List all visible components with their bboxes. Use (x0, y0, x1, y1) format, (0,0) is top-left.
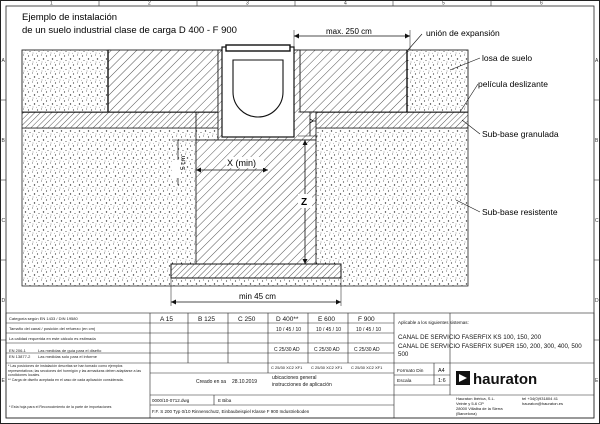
class-d400: D 400** (276, 316, 299, 323)
z-label: Z (301, 197, 308, 208)
concrete-label-en206: EN 206-1 (9, 348, 26, 353)
address-1: Hauraton Ibérica, S.L. (456, 396, 495, 401)
concrete-label-en13877: EN 13877-2 (9, 354, 31, 359)
format-label: Formato Din (397, 369, 424, 374)
exposure-f900: C 25/30 XC2 XF1 (351, 365, 383, 370)
frame-number: 3 (246, 0, 249, 7)
floor-slab-left (108, 50, 218, 112)
concrete-desc-2: Las medidas solo para el informe (38, 354, 97, 359)
callout-granular-subbase: Sub-base granulada (482, 129, 559, 139)
class-c250: C 250 (238, 316, 256, 323)
left-dimension-label: 5 cm (180, 155, 187, 170)
frame-letter: E (1, 378, 5, 384)
channel-profile (233, 60, 283, 117)
foundation-strip (171, 264, 341, 278)
concrete-f900: C 25/30 AD (354, 347, 380, 353)
footer-note: * Esta hoja para el Reconocimiento de la parte de importaciones (9, 405, 112, 409)
phone: tel +34(0)931804 41 (522, 396, 558, 401)
concrete-desc-1: Las medidas de guía para el diseño (38, 348, 102, 353)
y-label: Y (308, 117, 318, 124)
class-b125: B 125 (198, 316, 215, 323)
row-label-category: Categoría según EN 1433 / DIN 19580 (9, 316, 78, 321)
callout-expansion-joint: unión de expansión (426, 28, 500, 38)
exposure-e600: C 25/30 XC2 XF1 (311, 365, 343, 370)
frame-letter: E (595, 378, 599, 384)
frame-letter: C (1, 218, 6, 224)
row-label-quality: La calidad requerida en este cálculo es estimada (9, 336, 96, 341)
class-f900: F 900 (358, 316, 375, 323)
frame-number: 2 (148, 0, 151, 7)
floor-slab-right (300, 50, 407, 112)
frame-number: 5 (442, 0, 445, 7)
concrete-e600: C 25/30 AD (314, 347, 340, 353)
frame-letter: D (595, 298, 599, 304)
top-dimension-label: max. 250 cm (326, 27, 372, 36)
system-1: CANAL DE SERVICIO FASERFIX KS 100, 150, 200 (398, 334, 542, 341)
callout-sliding-film: película deslizante (478, 79, 548, 89)
note-2: ** Carga de diseño aceptada en el caso de cada aplicación considerada. (8, 377, 124, 382)
drawing-title-line-2: de un suelo industrial clase de carga D 400 - F 900 (22, 25, 237, 36)
dims-d400: 10 / 45 / 10 (276, 327, 302, 333)
scale-value: 1:6 (438, 378, 446, 384)
exposure-d400: C 25/30 XC2 XF1 (271, 365, 303, 370)
concrete-d400: C 25/30 AD (274, 347, 300, 353)
format-value: A4 (438, 368, 445, 374)
applies-to: Aplicable a los siguientes sistemas: (398, 320, 469, 325)
note-block (8, 364, 148, 394)
drawing-title-line-1: Ejemplo de instalación (22, 12, 118, 23)
frame-number: 6 (540, 0, 543, 7)
general-desc-2: instrucciones de aplicación (272, 382, 332, 388)
general-desc-1: ubicaciones general (272, 375, 317, 381)
frame-number: 4 (344, 0, 347, 7)
drawn-by: E Biba (218, 398, 232, 403)
frame-letter: C (595, 218, 599, 224)
frame-letter: A (595, 58, 599, 64)
callout-resistant-subbase: Sub-base resistente (482, 207, 558, 217)
bottom-dimension-label: min 45 cm (239, 292, 276, 301)
frame-letter: D (1, 298, 6, 304)
class-a15: A 15 (160, 316, 174, 323)
class-e600: E 600 (318, 316, 335, 323)
address-2: Veinte y 5-6 CP (456, 401, 484, 406)
address-4: (Barcelona) (456, 411, 477, 416)
frame-letter: B (595, 138, 599, 144)
note-1: * Las posiciones de instalación descritas se han tomado como ejemplos representativos; las secciones del hormigón y las armaduras deben adaptarse a las condiciones locales. (8, 364, 142, 377)
date-value: 28.10.2019 (232, 379, 258, 385)
x-label: X (min) (227, 158, 256, 168)
address-3: 28000 Villalba de la Sierra (456, 406, 503, 411)
brand-name: hauraton (473, 371, 538, 388)
dims-f900: 10 / 45 / 10 (356, 327, 382, 333)
callout-floor-slab: losa de suelo (482, 53, 533, 63)
hauraton-logo (456, 371, 537, 388)
scale-label: Escala (397, 379, 412, 384)
row-label-channel-size: Tamaño del canal / posición del refuerzo (en cm) (9, 326, 96, 331)
frame-letter: B (1, 138, 5, 144)
floor-slab-left-edge (22, 50, 110, 112)
email: hauraton@hauraton.es (522, 401, 563, 406)
date-label: Creado en sa (196, 379, 227, 385)
system-2: CANAL DE SERVICIO FASERFIX SUPER 150, 200, 300, 400, 500 (398, 343, 582, 350)
dims-e600: 10 / 45 / 10 (316, 327, 342, 333)
floor-slab-right-edge (407, 50, 468, 112)
drawing-number: 0000/10-0712.dwg (152, 398, 190, 403)
caption: F.F. S 200 Typ 0/10 Rinnenschutz, Einbaubeispiel Klasse F 900 Industrieboden (152, 409, 310, 414)
frame-letter: A (1, 58, 5, 64)
frame-number: 1 (50, 0, 53, 7)
channel-grating (226, 45, 290, 51)
svg-text:500: 500 (398, 351, 409, 358)
